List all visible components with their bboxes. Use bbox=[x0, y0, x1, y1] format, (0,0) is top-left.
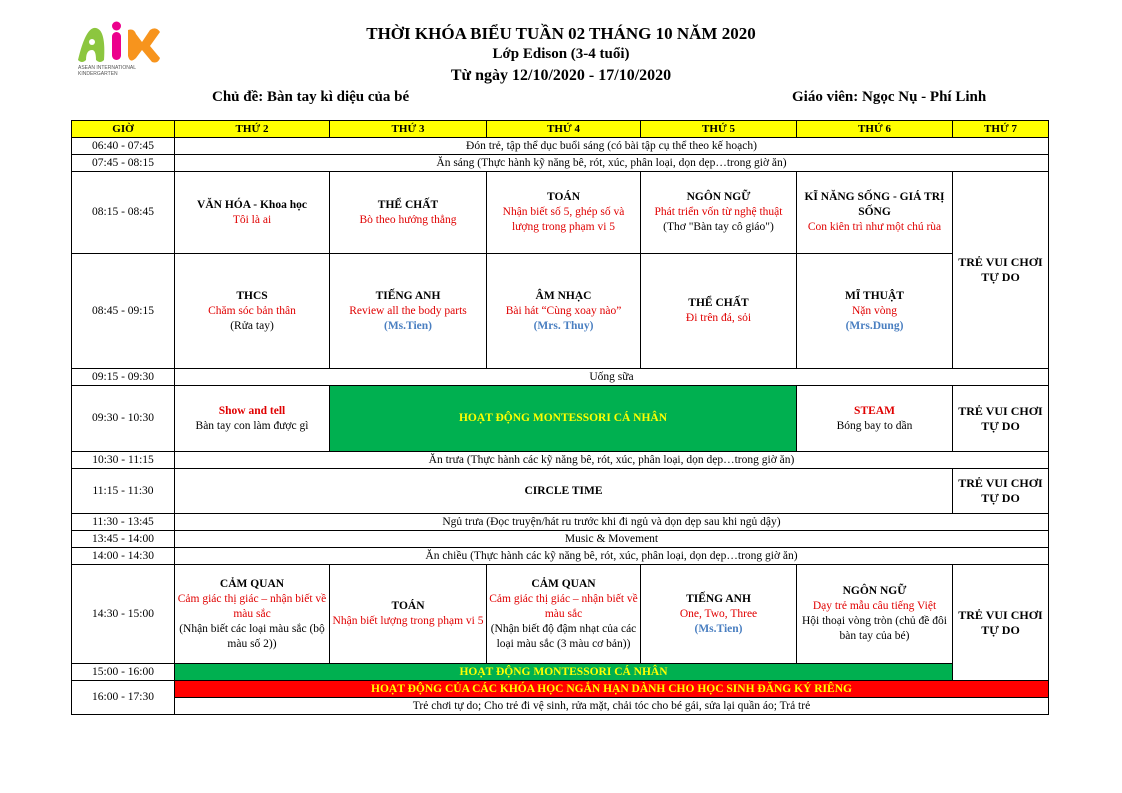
activity-cell bbox=[797, 172, 953, 254]
activity-subtitle: One, Two, Three bbox=[679, 607, 758, 620]
activity-title: MĨ THUẬT bbox=[845, 289, 904, 302]
header-row bbox=[72, 121, 1049, 138]
activity-subtitle: Bò theo hướng thẳng bbox=[359, 213, 457, 226]
activity-title: TIẾNG ANH bbox=[686, 592, 751, 605]
activity-title: CẢM QUAN bbox=[531, 577, 596, 590]
logo-caption-2: KINDERGARTEN bbox=[78, 71, 118, 77]
activity-subtitle: Con kiên trì như một chú rùa bbox=[807, 221, 942, 233]
table-row bbox=[72, 565, 1049, 664]
table-row bbox=[72, 386, 1049, 452]
activity-subtitle: Bàn tay con làm được gì bbox=[195, 419, 309, 432]
activity-cell bbox=[487, 254, 641, 369]
activity-title: THỂ CHẤT bbox=[688, 297, 749, 309]
breakfast-cell: Ăn sáng (Thực hành kỹ năng bê, rót, xúc, phân loại, dọn dẹp…trong giờ ăn) bbox=[175, 155, 1049, 172]
activity-cell bbox=[330, 172, 487, 254]
time-cell: 16:00 - 17:30 bbox=[72, 681, 175, 715]
lunch-cell: Ăn trưa (Thực hành các kỹ năng bê, rót, xúc, phân loại, dọn dẹp…trong giờ ăn) bbox=[175, 452, 1049, 469]
activity-cell bbox=[330, 565, 487, 664]
activity-teacher: (Mrs. Thuy) bbox=[533, 319, 594, 332]
time-cell: 08:15 - 08:45 bbox=[72, 172, 175, 254]
activity-subtitle: Tôi là ai bbox=[232, 213, 272, 226]
activity-title: NGÔN NGỮ bbox=[686, 191, 751, 203]
table-row bbox=[72, 681, 1049, 698]
col-time: GIỜ bbox=[72, 121, 175, 138]
activity-teacher: (Ms.Tien) bbox=[383, 319, 433, 332]
activity-title: ÂM NHẠC bbox=[535, 289, 592, 302]
activity-title: VĂN HÓA - Khoa học bbox=[197, 198, 307, 211]
col-monday: THỨ 2 bbox=[175, 121, 330, 138]
free-play-cell: TRẺ VUI CHƠI TỰ DO bbox=[953, 172, 1049, 369]
activity-note: (Nhận biết các loại màu sắc (bộ màu số 2)) bbox=[179, 622, 325, 650]
table-row bbox=[72, 138, 1049, 155]
col-tuesday: THỨ 3 bbox=[330, 121, 487, 138]
activity-subtitle: Cảm giác thị giác – nhận biết về màu sắc bbox=[489, 592, 638, 620]
nap-cell: Ngủ trưa (Đọc truyện/hát ru trước khi đi ngủ và dọn dẹp sau khi ngủ dậy) bbox=[175, 514, 1049, 531]
activity-cell bbox=[641, 172, 797, 254]
activity-cell bbox=[175, 254, 330, 369]
activity-cell bbox=[330, 254, 487, 369]
activity-subtitle: Nặn vòng bbox=[851, 304, 898, 317]
table-row bbox=[72, 531, 1049, 548]
activity-title: THCS bbox=[236, 289, 268, 302]
time-cell: 14:30 - 15:00 bbox=[72, 565, 175, 664]
activity-subtitle: Bóng bay to dần bbox=[836, 419, 913, 432]
pickup-cell: Trẻ chơi tự do; Cho trẻ đi vệ sinh, rửa mặt, chải tóc cho bé gái, sửa lại quần áo; Trả trẻ bbox=[175, 698, 1049, 715]
free-play-cell: TRẺ VUI CHƠI TỰ DO bbox=[953, 565, 1049, 681]
timetable bbox=[71, 120, 1049, 715]
table-row bbox=[72, 469, 1049, 514]
montessori-cell: HOẠT ĐỘNG MONTESSORI CÁ NHÂN bbox=[330, 386, 797, 452]
table-row bbox=[72, 155, 1049, 172]
col-wednesday: THỨ 4 bbox=[487, 121, 641, 138]
table-row bbox=[72, 172, 1049, 254]
activity-cell bbox=[175, 565, 330, 664]
activity-cell bbox=[797, 386, 953, 452]
activity-subtitle: Chăm sóc bản thân bbox=[208, 304, 296, 317]
activity-teacher: (Ms.Tien) bbox=[694, 622, 743, 635]
activity-note: (Rửa tay) bbox=[230, 319, 274, 332]
activity-note: Hội thoại vòng tròn (chủ đề đôi bàn tay của bé) bbox=[801, 615, 947, 642]
milk-cell: Uống sữa bbox=[175, 369, 1049, 386]
activity-subtitle: Cảm giác thị giác – nhận biết về màu sắc bbox=[177, 592, 327, 620]
circle-time-cell: CIRCLE TIME bbox=[175, 469, 953, 514]
time-cell: 09:15 - 09:30 bbox=[72, 369, 175, 386]
free-play-cell: TRẺ VUI CHƠI TỰ DO bbox=[953, 469, 1049, 514]
table-row bbox=[72, 254, 1049, 369]
col-friday: THỨ 6 bbox=[797, 121, 953, 138]
teacher-names: Giáo viên: Ngọc Nụ - Phí Linh bbox=[792, 89, 987, 105]
activity-cell bbox=[797, 565, 953, 664]
activity-subtitle: Phát triển vốn từ nghệ thuật bbox=[654, 206, 783, 218]
class-line: Lớp Edison (3-4 tuổi) bbox=[492, 46, 630, 62]
time-cell: 11:30 - 13:45 bbox=[72, 514, 175, 531]
activity-title: NGÔN NGỮ bbox=[842, 585, 907, 597]
col-thursday: THỨ 5 bbox=[641, 121, 797, 138]
table-row bbox=[72, 514, 1049, 531]
arrival-cell: Đón trẻ, tập thể dục buổi sáng (có bài tập cụ thể theo kế hoạch) bbox=[175, 138, 1049, 155]
free-play-cell: TRẺ VUI CHƠI TỰ DO bbox=[953, 386, 1049, 452]
activity-cell bbox=[487, 565, 641, 664]
short-courses-cell: HOẠT ĐỘNG CỦA CÁC KHÓA HỌC NGẮN HẠN DÀNH CHO HỌC SINH ĐĂNG KÝ RIÊNG bbox=[175, 681, 1049, 698]
activity-title: TOÁN bbox=[546, 191, 581, 203]
activity-title: CẢM QUAN bbox=[219, 577, 285, 590]
table-row bbox=[72, 452, 1049, 469]
time-cell: 10:30 - 11:15 bbox=[72, 452, 175, 469]
activity-teacher: (Mrs.Dung) bbox=[845, 319, 904, 332]
activity-subtitle: Review all the body parts bbox=[349, 304, 467, 317]
activity-subtitle: Bài hát “Cùng xoay nào” bbox=[505, 304, 622, 317]
activity-cell bbox=[175, 172, 330, 254]
date-range: Từ ngày 12/10/2020 - 17/10/2020 bbox=[450, 67, 672, 84]
activity-subtitle: Đi trên đá, sỏi bbox=[685, 312, 752, 324]
table-row bbox=[72, 548, 1049, 565]
time-cell: 08:45 - 09:15 bbox=[72, 254, 175, 369]
snack-cell: Ăn chiều (Thực hành các kỹ năng bê, rót, xúc, phân loại, dọn dẹp…trong giờ ăn) bbox=[175, 548, 1049, 565]
activity-cell bbox=[641, 254, 797, 369]
activity-note: (Thơ "Bàn tay cô giáo") bbox=[663, 221, 774, 233]
time-cell: 13:45 - 14:00 bbox=[72, 531, 175, 548]
activity-title: TIẾNG ANH bbox=[375, 289, 441, 302]
activity-subtitle: Nhận biết lượng trong phạm vi 5 bbox=[332, 615, 484, 627]
montessori-cell: HOẠT ĐỘNG MONTESSORI CÁ NHÂN bbox=[175, 664, 953, 681]
time-cell: 11:15 - 11:30 bbox=[72, 469, 175, 514]
activity-cell bbox=[175, 386, 330, 452]
activity-cell bbox=[641, 565, 797, 664]
topic: Chủ đề: Bàn tay kì diệu của bé bbox=[212, 89, 410, 105]
activity-title: KĨ NĂNG SỐNG - GIÁ TRỊ SỐNG bbox=[804, 191, 945, 218]
activity-title: STEAM bbox=[854, 404, 895, 417]
activity-cell bbox=[797, 254, 953, 369]
table-row bbox=[72, 369, 1049, 386]
time-cell: 06:40 - 07:45 bbox=[72, 138, 175, 155]
time-cell: 15:00 - 16:00 bbox=[72, 664, 175, 681]
table-row bbox=[72, 698, 1049, 715]
col-saturday: THỨ 7 bbox=[953, 121, 1049, 138]
music-cell: Music & Movement bbox=[175, 531, 1049, 548]
time-cell: 07:45 - 08:15 bbox=[72, 155, 175, 172]
activity-cell bbox=[487, 172, 641, 254]
time-cell: 14:00 - 14:30 bbox=[72, 548, 175, 565]
activity-title: THỂ CHẤT bbox=[377, 198, 439, 211]
page-title: THỜI KHÓA BIỂU TUẦN 02 THÁNG 10 NĂM 2020 bbox=[366, 24, 756, 43]
activity-note: (Nhận biết độ đậm nhạt của các loại màu sắc (3 màu cơ bản)) bbox=[490, 622, 637, 650]
activity-subtitle: Nhận biết số 5, ghép số và lượng trong phạm vi 5 bbox=[502, 206, 625, 233]
time-cell: 09:30 - 10:30 bbox=[72, 386, 175, 452]
activity-title: TOÁN bbox=[391, 600, 425, 612]
table-row bbox=[72, 664, 1049, 681]
activity-title: Show and tell bbox=[218, 404, 286, 417]
activity-subtitle: Dạy trẻ mẫu câu tiếng Việt bbox=[812, 600, 937, 612]
logo-caption-1: ASEAN INTERNATIONAL bbox=[78, 65, 136, 71]
